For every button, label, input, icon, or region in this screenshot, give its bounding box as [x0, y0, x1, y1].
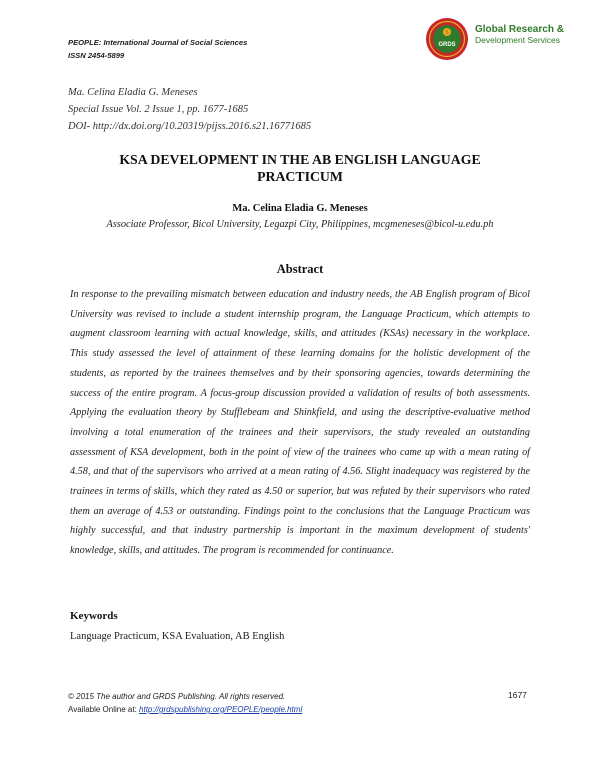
grds-logo — [425, 15, 595, 65]
title-line-2: PRACTICUM — [257, 169, 343, 184]
meta-author: Ma. Celina Eladia G. Meneses — [68, 87, 198, 98]
page-footer — [68, 690, 302, 716]
abstract-heading: Abstract — [276, 262, 324, 276]
footer-copyright: © 2015 The author and GRDS Publishing. All rights reserved. — [68, 692, 286, 701]
emblem-top-letter: S — [445, 30, 449, 36]
meta-doi: DOI- http://dx.doi.org/10.20319/pijss.2016.s21.16771685 — [68, 121, 312, 132]
author-affiliation: Associate Professor, Bicol University, Legazpi City, Philippines, mcgmeneses@bicol-u.edu.ph — [106, 219, 494, 230]
logo-line-1: Global Research & — [475, 24, 564, 35]
grds-emblem-icon — [425, 17, 469, 61]
keywords-heading: Keywords — [70, 610, 118, 622]
paper-title — [60, 151, 540, 185]
emblem-text: GRDS — [438, 42, 456, 48]
journal-issn: ISSN 2454-5899 — [68, 51, 125, 60]
paper-author: Ma. Celina Eladia G. Meneses — [232, 203, 368, 214]
abstract-body: In response to the prevailing mismatch between education and industry needs, the AB English program of Bicol University was revised to include a student internship program, the Language Practicum, which attempts to augment classroom learning with actual knowledge, skills, and attitudes (KSAs) necessary in the workplace. This study assessed the level of attainment of these learning domains for the holistic development of the students, as reported by the trainees themselves and by their sponsoring agencies, towards determining the success of the entire program. A focus-group discussion provided a validation of results of both assessments. Applying the evaluation theory by Stufflebeam and Shinkfield, and using the descriptive-evaluative method involving a total enumeration of the trainees and their supervisors, the study revealed an outstanding assessment of KSA development, both in the point of view of the trainees who came up with a mean rating of 4.58, and that of the supervisors who arrived at a mean rating of 4.56. Slight inadequacy was registered by the trainees in terms of skills, which they rated as 4.50 or superior, but was refuted by their supervisors who rated them an average of 4.53 or outstanding. Findings point to the conclusions that the Language Practicum was highly successful, and that industry partnership is important in the maximum development of students' knowledge, skills, and attitudes. The program is recommended for continuance. — [70, 289, 530, 557]
journal-header — [68, 36, 247, 62]
footer-url-link[interactable]: http://grdspublishing.org/PEOPLE/people.html — [139, 705, 303, 714]
keywords-list: Language Practicum, KSA Evaluation, AB English — [70, 631, 285, 642]
journal-name: PEOPLE: International Journal of Social Sciences — [68, 38, 248, 47]
meta-issue: Special Issue Vol. 2 Issue 1, pp. 1677-1685 — [68, 104, 249, 115]
page-number: 1677 — [508, 690, 527, 700]
logo-line-2: Development Services — [475, 35, 561, 45]
title-line-1: KSA DEVELOPMENT IN THE AB ENGLISH LANGUAGE — [119, 152, 481, 167]
citation-meta — [68, 84, 311, 135]
footer-available-label: Available Online at: — [68, 705, 140, 714]
